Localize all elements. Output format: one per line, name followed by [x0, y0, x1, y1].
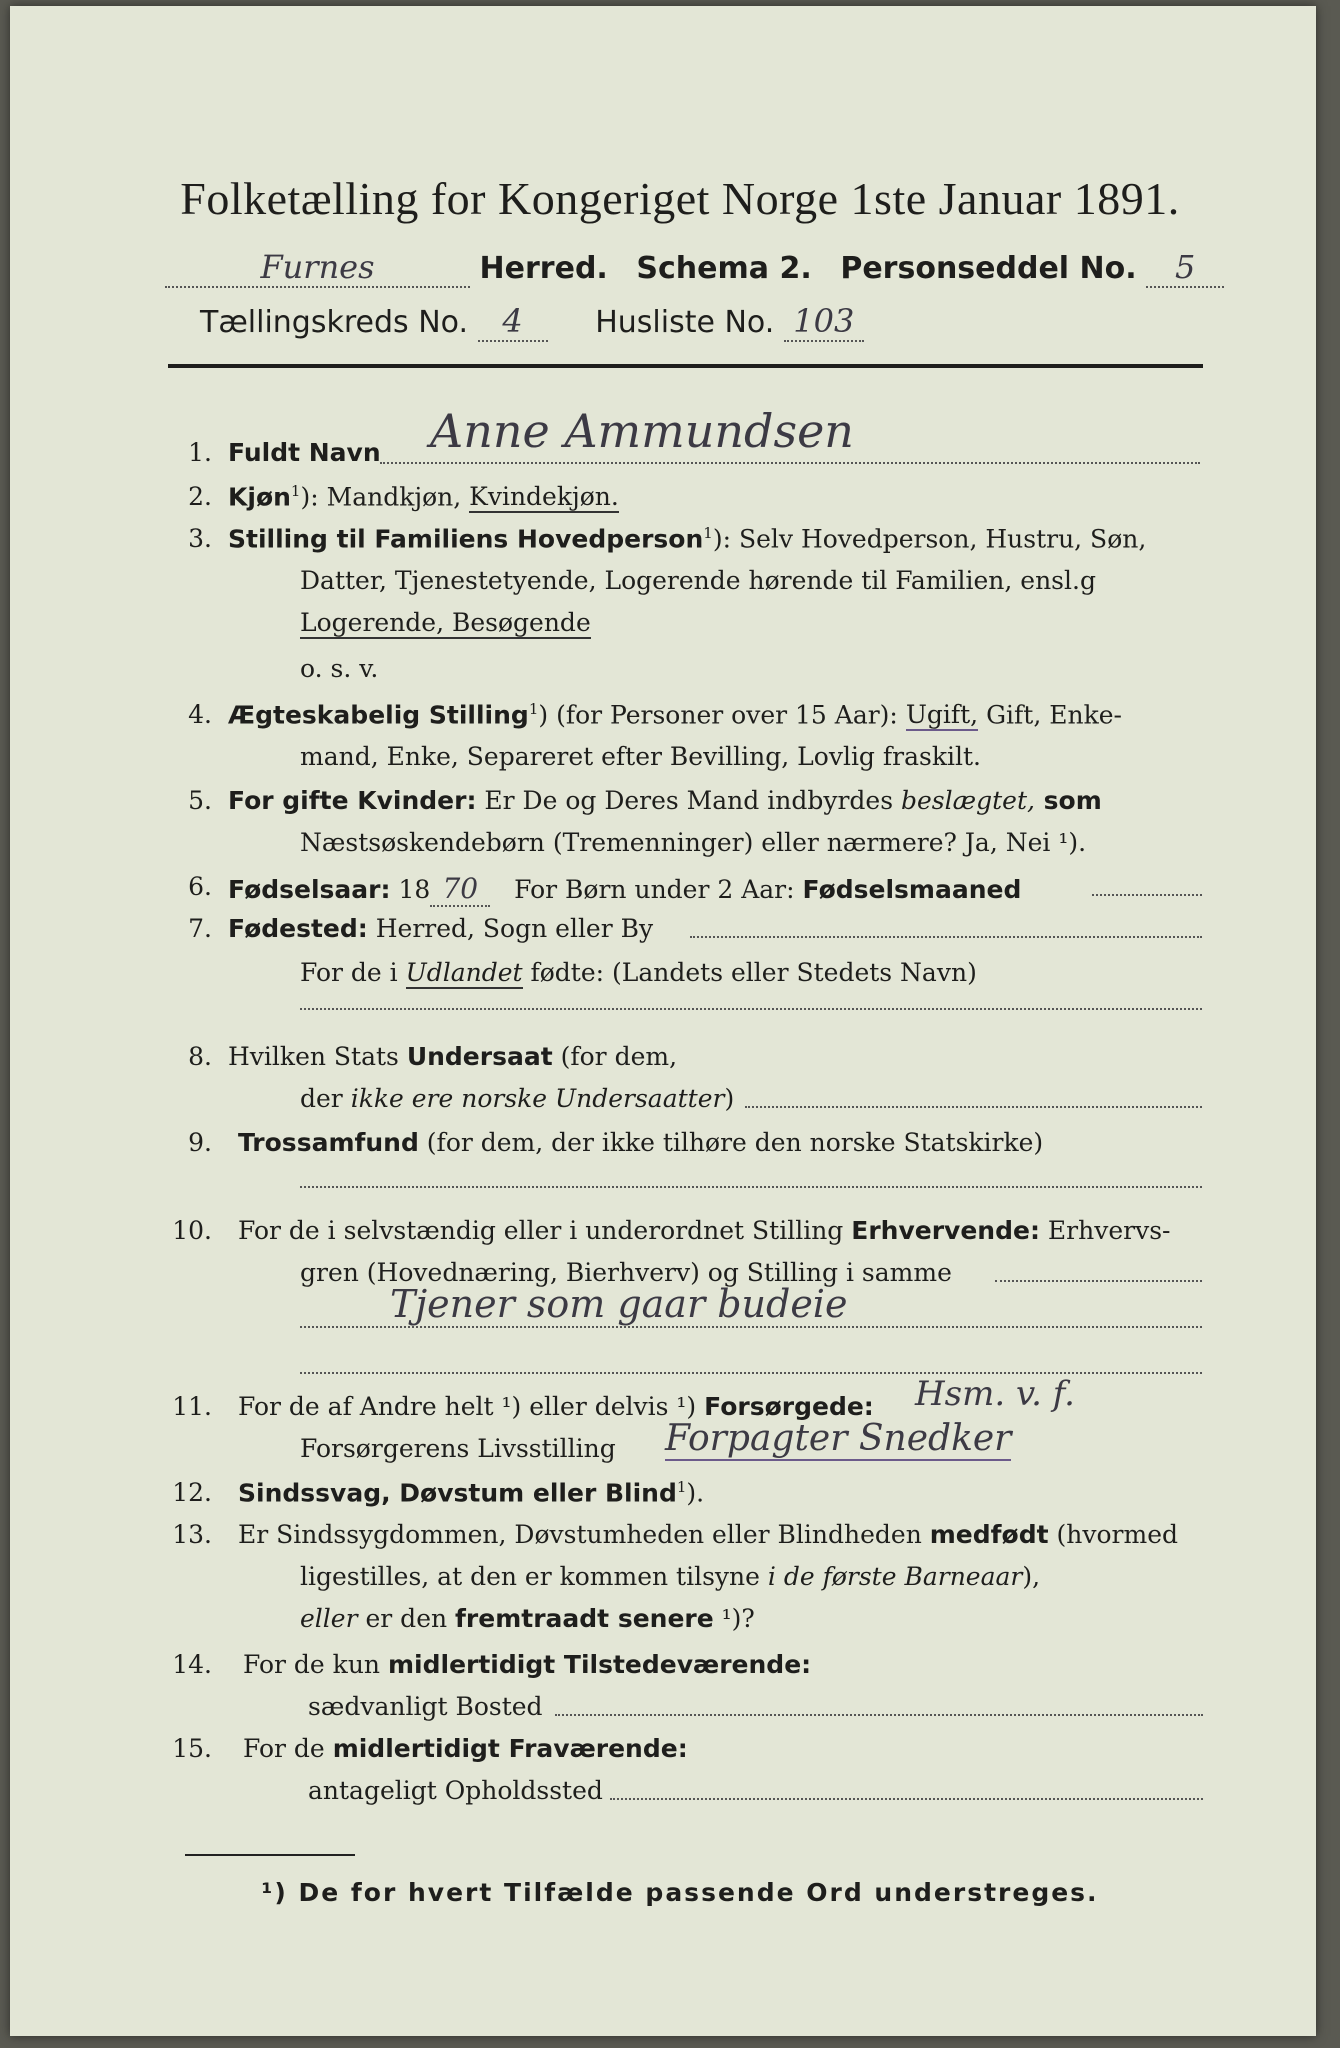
herred-label: Herred. — [479, 251, 608, 286]
q8-number: 8. — [188, 1042, 212, 1071]
q1-number: 1. — [188, 438, 212, 467]
q9-row — [238, 1128, 1043, 1157]
q13-number: 13. — [172, 1520, 212, 1549]
q1-dotline — [380, 462, 1200, 464]
q3-row: Stilling til Familiens Hovedperson$^1$): Selv Hovedperson, Hustru, Søn, — [228, 524, 1147, 554]
q4-underlined: Ugift, — [905, 700, 979, 730]
q2-label: Kjøn — [228, 482, 291, 512]
q12-label: Sindssvag, Døvstum eller Blind — [238, 1478, 677, 1508]
q3-label: Stilling til Familiens Hovedperson — [228, 524, 704, 554]
q14-label: midlertidigt Tilstedeværende: — [387, 1650, 812, 1679]
q13-label: medfødt — [929, 1520, 1049, 1549]
q9-text: (for dem, der ikke tilhøre den norske Statskirke) — [418, 1128, 1044, 1157]
q11-answer: Hsm. v. f. — [915, 1374, 1075, 1414]
q13-line3: eller er den fremtraadt senere ¹)? — [300, 1604, 755, 1633]
q14-row: For de kun midlertidigt Tilstedeværende: — [243, 1650, 812, 1679]
q7-line2: For de i Udlandet fødte: (Landets eller Stedets Navn) — [300, 958, 977, 987]
q6-label2: Fødselsmaaned — [802, 875, 1022, 904]
q7-number: 7. — [188, 914, 212, 943]
q15-number: 15. — [172, 1734, 212, 1763]
footnote: ¹) De for hvert Tilfælde passende Ord understreges. — [261, 1878, 1099, 1907]
q2-number: 2. — [188, 482, 212, 511]
q10-line2: gren (Hovednæring, Bierhverv) og Stilling i samme — [300, 1258, 952, 1287]
q6-text: For Børn under 2 Aar: — [506, 875, 803, 904]
q2-text: ): Mandkjøn, — [300, 482, 470, 512]
q4-number: 4. — [188, 700, 212, 729]
q7-dotline — [690, 936, 1202, 938]
q4-row: Ægteskabelig Stilling$^1$) (for Personer over 15 Aar): Ugift, Gift, Enke- — [228, 700, 1122, 730]
q12-number: 12. — [172, 1478, 212, 1507]
q15-row: For de midlertidigt Fraværende: — [243, 1734, 688, 1763]
q4-text: ) (for Personer over 15 Aar): — [538, 700, 906, 730]
header-rule — [168, 364, 1203, 368]
q5-number: 5. — [188, 786, 212, 815]
footnote-rule — [185, 1854, 355, 1856]
q7-dotline2 — [300, 1008, 1202, 1010]
herred-value: Furnes — [165, 248, 470, 288]
husliste-label: Husliste No. — [595, 305, 775, 340]
q10-answer: Tjener som gaar budeie — [390, 1282, 848, 1326]
q1-label: Fuldt Navn — [228, 438, 381, 467]
q10-row: For de i selvstændig eller i underordnet Stilling Erhvervende: Erhvervs- — [238, 1216, 1171, 1245]
q1-answer: Anne Ammundsen — [430, 404, 854, 458]
q3-line3: Logerende, Besøgende — [300, 608, 591, 637]
q11-label: Forsørgede: — [704, 1392, 874, 1421]
q6-label: Fødselsaar: — [228, 875, 391, 904]
q7-row — [228, 914, 653, 943]
q5-text: Er De og Deres Mand indbyrdes — [476, 786, 901, 815]
q13-row: Er Sindssygdommen, Døvstumheden eller Blindheden medfødt (hvormed — [238, 1520, 1178, 1549]
form-title: Folketælling for Kongeriget Norge 1ste Januar 1891. — [180, 173, 1180, 224]
q2-underlined: Kvindekjøn. — [469, 482, 619, 512]
kreds-label: Tællingskreds No. — [200, 305, 468, 340]
q8-line2: der ikke ere norske Undersaatter) — [300, 1084, 735, 1113]
q4-rest: Gift, Enke- — [978, 700, 1122, 730]
personseddel-label: Personseddel No. — [840, 251, 1137, 286]
q6-number: 6. — [188, 872, 212, 901]
q14-number: 14. — [172, 1650, 212, 1679]
q5-bold-end: som — [1034, 786, 1102, 815]
q11-number: 11. — [172, 1392, 212, 1421]
q6-prefix: 18 — [390, 875, 431, 904]
q7-text: Herred, Sogn eller By — [367, 914, 654, 943]
kreds-line — [200, 302, 864, 342]
q14-line2: sædvanligt Bosted — [308, 1692, 543, 1721]
q10-label: Erhvervende: — [851, 1216, 1040, 1245]
q8-dotline — [745, 1106, 1202, 1108]
q13-line2: ligestilles, at den er kommen tilsyne i de første Barneaar), — [300, 1562, 1041, 1591]
q12-row: Sindssvag, Døvstum eller Blind$^1$). — [238, 1478, 705, 1508]
q3-line4: o. s. v. — [300, 654, 379, 683]
q2-row: Kjøn$^1$): Mandkjøn, Kvindekjøn. — [228, 482, 619, 512]
q10-dotline — [995, 1280, 1202, 1282]
q5-label: For gifte Kvinder: — [228, 786, 477, 815]
schema-label: Schema 2. — [636, 251, 812, 286]
personseddel-value: 5 — [1146, 248, 1224, 288]
q8-label: Undersaat — [406, 1042, 553, 1071]
husliste-value: 103 — [784, 302, 864, 342]
q10-number: 10. — [172, 1216, 212, 1245]
q1-row — [228, 438, 381, 467]
q3-text: ): Selv Hovedperson, Hustru, Søn, — [712, 524, 1147, 554]
q6-row — [228, 872, 1021, 907]
q15-label: midlertidigt Fraværende: — [332, 1734, 688, 1763]
q15-dotline — [610, 1798, 1203, 1800]
q8-row: Hvilken Stats Undersaat (for dem, — [228, 1042, 678, 1071]
q9-label: Trossamfund — [238, 1128, 419, 1157]
q15-line2: antageligt Opholdssted — [308, 1776, 603, 1805]
q7-label: Fødested: — [228, 914, 368, 943]
q11-line2: Forsørgerens Livsstilling — [300, 1434, 616, 1463]
census-form-sheet — [10, 6, 1316, 2036]
q4-label: Ægteskabelig Stilling — [228, 700, 529, 730]
q3-number: 3. — [188, 524, 212, 553]
q5-line2: Næstsøskendebørn (Tremenninger) eller nærmere? Ja, Nei ¹). — [300, 828, 1087, 857]
q11-row: For de af Andre helt ¹) eller delvis ¹) Forsørgede: — [238, 1392, 874, 1421]
q4-line2: mand, Enke, Separeret efter Bevilling, Lovlig fraskilt. — [300, 742, 981, 771]
q9-dotline — [300, 1186, 1202, 1188]
q14-dotline — [555, 1714, 1203, 1716]
q5-row — [228, 786, 1102, 815]
herred-line — [165, 248, 1224, 288]
q3-line2: Datter, Tjenestetyende, Logerende hørende til Familien, ensl.g — [300, 566, 1096, 595]
q9-number: 9. — [188, 1128, 212, 1157]
q5-italic: beslægtet, — [901, 786, 1035, 815]
q6-answer: 70 — [430, 872, 490, 907]
q6-dotline — [1092, 894, 1202, 896]
q11-answer2: Forpagter Snedker — [665, 1418, 1012, 1459]
kreds-value: 4 — [478, 302, 548, 342]
q10-dotline2 — [300, 1326, 1202, 1328]
